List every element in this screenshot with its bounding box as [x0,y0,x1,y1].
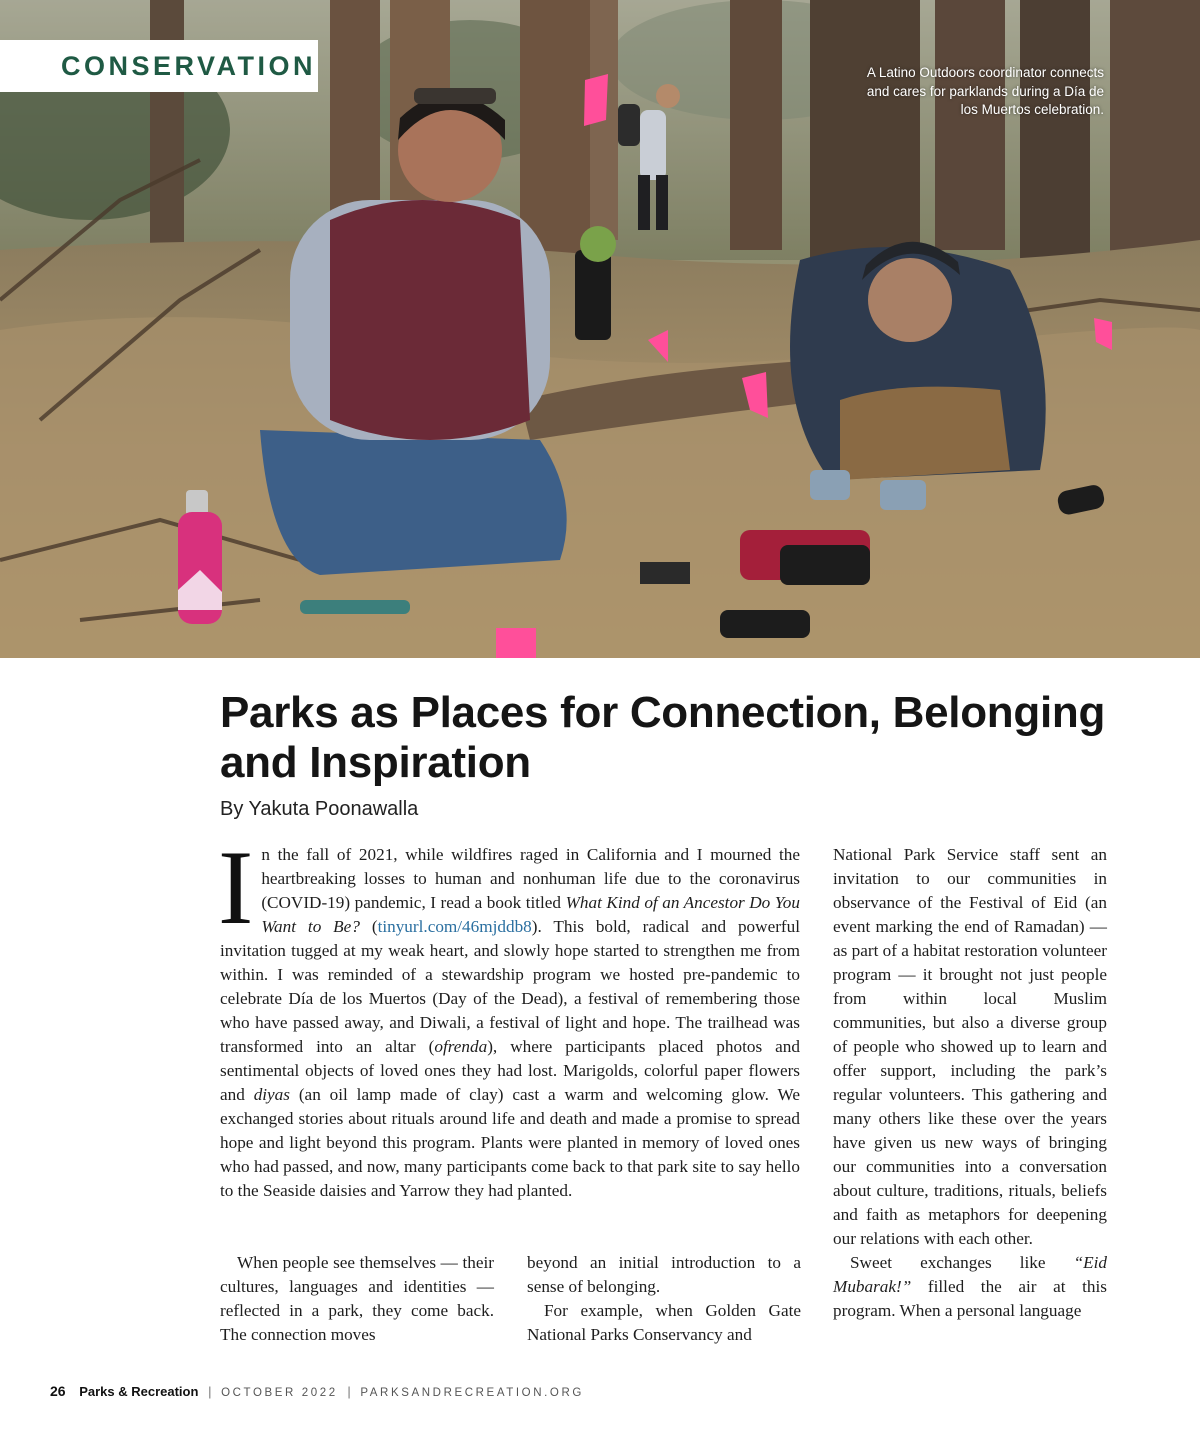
paragraph-belonging-b: beyond an initial introduction to a sense of belonging. [527,1253,801,1296]
footer-separator: | [208,1384,212,1399]
diyas-term: diyas [253,1085,290,1104]
page-number: 26 [50,1383,66,1399]
intro-text-paren: ( [359,917,378,936]
kneeling-man [790,242,1046,510]
article-column-middle [527,1251,801,1347]
paragraph-belonging-a: When people see themselves — their cultures, languages and identities — reflected in a park, they come back. The connection moves [220,1253,494,1344]
article-column-left [220,1251,494,1347]
section-tag [0,40,318,92]
article-byline: By Yakuta Poonawalla [220,798,419,820]
eid-text-b: filled the air at this program. When a personal language [833,1277,1107,1320]
paragraph-example-b: National Park Service staff sent an invitation to our communities in observance of the Festival of Eid (an event marking the end of Ramadan) — as part of a habitat restoration volunteer program — it brought not just people from within local Muslim communities, but also a diverse group of people who showed up to learn and offer support, including the park’s regular volunteers. This gathering and many others like these over the years have given us new ways of bringing our communities into a conversation about culture, traditions, rituals, beliefs and faith as metaphors for deepening our relations with each other. [833,845,1107,1248]
footer-separator: | [347,1384,351,1399]
drop-cap: I [218,829,254,946]
page-footer [50,1383,584,1399]
intro-text-d: (an oil lamp made of clay) cast a warm and welcoming glow. We exchanged stories about rituals around life and death and made a promise to spread hope and light beyond this program. Plants were planted in memory of loved ones who had passed, and now, many participants come back to that park site to say hello to the Seaside daisies and Yarrow they had planted. [220,1085,800,1200]
article-column-right [833,843,1107,1323]
hero-photo [0,0,1200,658]
magazine-name: Parks & Recreation [79,1384,199,1399]
eid-greeting: “Eid Mubarak!” [833,1253,1107,1296]
paragraph-example-a: For example, when Golden Gate National Parks Conservancy and [527,1301,801,1344]
article-intro-column [218,829,801,1203]
paragraph-eid [833,1251,1107,1323]
paragraph-intro [218,829,801,1203]
issue-date: OCTOBER 2022 [221,1387,338,1399]
website-link[interactable]: PARKSANDRECREATION.ORG [360,1387,584,1399]
ofrenda-term: ofrenda [434,1037,488,1056]
intro-text-b: ). This bold, radical and powerful invitation tugged at my weak heart, and slowly hope started to strengthen me from within. I was reminded of a stewardship program we hosted pre-pandemic to celebrate Día de los Muertos (Day of the Dead), a festival of remembering those who have passed away, and Diwali, a festival of light and hope. The trailhead was transformed into an altar ( [220,917,801,1056]
intro-text-c: ), where participants placed photos and sentimental objects of loved ones they had lost. Marigolds, colorful paper flowers and [220,1037,800,1104]
eid-text-a: Sweet exchanges like [850,1253,1074,1272]
book-link[interactable]: tinyurl.com/46mjddb8 [377,917,532,936]
section-tag-label: CONSERVATION [61,50,317,81]
book-title: What Kind of an Ancestor Do You Want to Be? [261,893,800,936]
photo-caption: A Latino Outdoors coordinator connects and cares for parklands during a Día de los Muertos celebration. [866,65,1104,117]
article-title: Parks as Places for Connection, Belonging and Inspiration [220,688,1106,787]
intro-text-a: n the fall of 2021, while wildfires raged in California and I mourned the heartbreaking losses to human and nonhuman life due to the coronavirus (COVID-19) pandemic, I read a book titled [261,845,800,912]
